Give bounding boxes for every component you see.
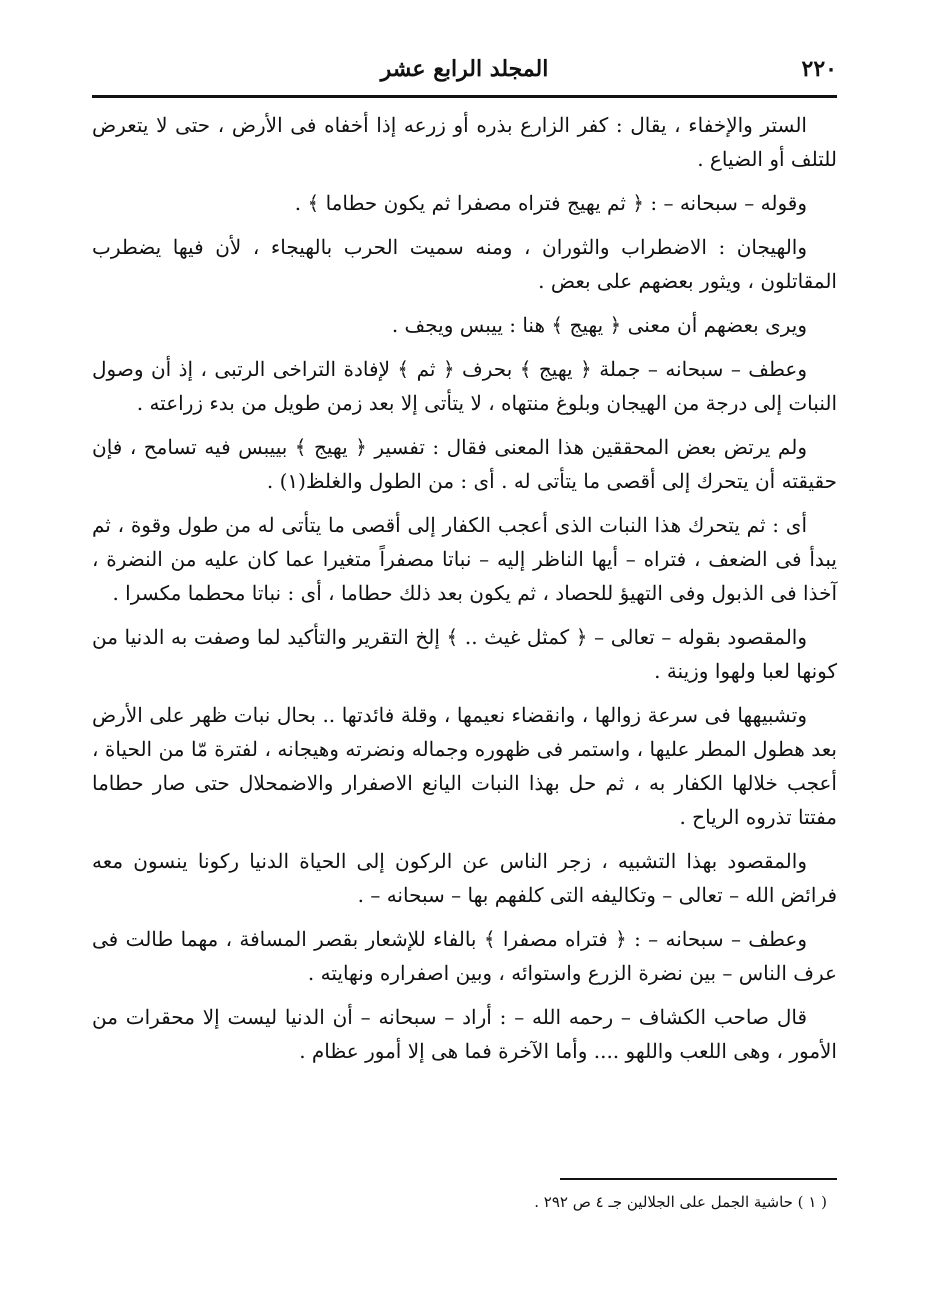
page-header	[92, 56, 837, 92]
paragraph: والمقصود بقوله – تعالى – ﴿ كمثل غيث .. ﴾ إلخ التقرير والتأكيد لما وصفت به الدنيا من كونها لعبا ولهوا وزينة .	[92, 625, 837, 683]
body-text	[92, 108, 837, 1078]
paragraph: ولم يرتض بعض المحققين هذا المعنى فقال : تفسير ﴿ يهيج ﴾ بييبس فيه تسامح ، فإن حقيقته أن يتحرك إلى أقصى ما يتأتى له . أى : من الطول والغلظ(١) .	[92, 435, 837, 493]
paragraph: وتشبيهها فى سرعة زوالها ، وانقضاء نعيمها ، وقلة فائدتها .. بحال نبات ظهر على الأرض بعد هطول المطر عليها ، واستمر فى ظهوره وجماله ونضرته وهيجانه ، لفترة مّا من الحياة ، أعجب خلالها الكفار به ، ثم حل بهذا النبات اليانع الاصفرار والاضمحلال حتى صار حطاما مفتتا تذروه الرياح .	[92, 703, 837, 829]
paragraph: قال صاحب الكشاف – رحمه الله – : أراد – سبحانه – أن الدنيا ليست إلا محقرات من الأمور ، وهى اللعب واللهو .... وأما الآخرة فما هى إلا أمور عظام .	[92, 1005, 837, 1063]
paragraph: وقوله – سبحانه – : ﴿ ثم يهيج فتراه مصفرا ثم يكون حطاما ﴾ .	[294, 191, 807, 215]
paragraph: والهيجان : الاضطراب والثوران ، ومنه سميت الحرب بالهيجاء ، لأن فيها يضطرب المقاتلون ، ويثور بعضهم على بعض .	[92, 235, 837, 293]
footnote-divider	[560, 1178, 837, 1180]
paragraph: وعطف – سبحانه – : ﴿ فتراه مصفرا ﴾ بالفاء للإشعار بقصر المسافة ، مهما طالت فى عرف الناس – بين نضرة الزرع واستوائه ، وبين اصفراره ونهايته .	[92, 927, 837, 985]
page-number: ٢٢٠	[801, 56, 837, 82]
paragraph: والمقصود بهذا التشبيه ، زجر الناس عن الركون إلى الحياة الدنيا ركونا ينسون معه فرائض الله – تعالى – وتكاليفه التى كلفهم بها – سبحانه – .	[92, 849, 837, 907]
footnote: ( ١ ) حاشية الجمل على الجلالين جـ ٤ ص ٢٩٢ .	[534, 1193, 827, 1211]
header-divider	[92, 95, 837, 98]
paragraph: أى : ثم يتحرك هذا النبات الذى أعجب الكفار إلى أقصى ما يتأتى له من طول وقوة ، ثم يبدأ فى الضعف ، فتراه – أيها الناظر إليه – نباتا مصفراً متغيرا عما كان عليه من النضرة ، آخذا فى الذبول وفى التهيؤ للحصاد ، ثم يكون بعد ذلك حطاما ، أى : نباتا محطما مكسرا .	[92, 513, 837, 605]
volume-title: المجلد الرابع عشر	[380, 56, 549, 82]
paragraph: وعطف – سبحانه – جملة ﴿ يهيج ﴾ بحرف ﴿ ثم ﴾ لإفادة التراخى الرتبى ، إذ أن وصول النبات إلى درجة من الهيجان وبلوغ منتهاه ، لا يتأتى إلا بعد زمن طويل من بدء زراعته .	[92, 357, 837, 415]
paragraph: ويرى بعضهم أن معنى ﴿ يهيج ﴾ هنا : ييبس ويجف .	[391, 313, 807, 337]
paragraph: الستر والإخفاء ، يقال : كفر الزارع بذره أو زرعه إذا أخفاه فى الأرض ، حتى لا يتعرض للتلف أو الضياع .	[92, 113, 837, 171]
